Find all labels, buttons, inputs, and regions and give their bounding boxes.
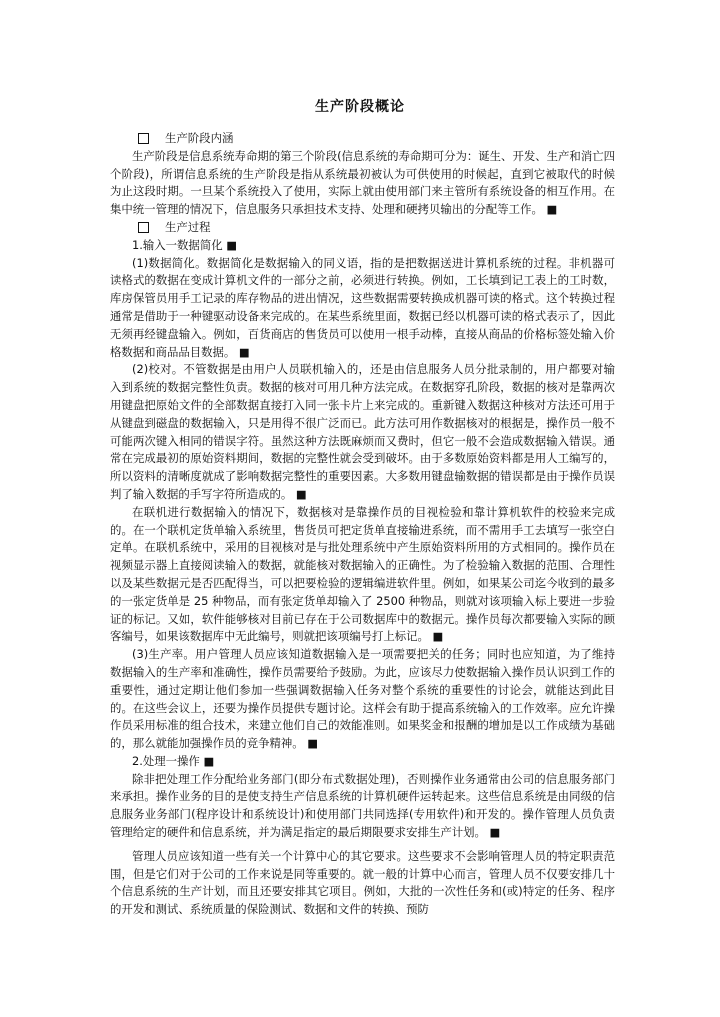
section-heading-1-text: 生产阶段内涵: [165, 131, 234, 145]
section-heading-2: [110, 219, 615, 237]
document-body: [110, 130, 615, 919]
paragraph-1: 生产阶段是信息系统寿命期的第三个阶段(信息系统的寿命期可分为：诞生、开发、生产和消亡四个阶段)，所谓信息系统的生产阶段是指从系统最初被认为可供使用的时候起，直到它被取代的时候为止这段时期。一旦某个系统投入了使用，实际上就由使用部门来主管所有系统设备的相互作用。在集中统一管理的情况下，信息服务只承担技术支持、处理和硬拷贝输出的分配等工作。 ■: [110, 148, 615, 217]
checkbox-square-icon: [138, 222, 149, 233]
paragraph-5: (3)生产率。用户管理人员应该知道数据输入是一项需要把关的任务；同时也应知道，为了维持数据输入的生产率和准确性，操作员需要给予鼓励。为此，应该尽力使数据输入操作员认识到工作的重要性，通过定期让他们参加一些强调数据输入任务对整个系统的重要性的讨论会，就能达到此目的。在这些会议上，还要为操作员提供专题讨论。这样会有助于提高系统输入的工作效率。应允许操作员采用标准的组合技术，来建立他们自己的效能准则。如果奖金和报酬的增加是以工作成绩为基础的，那么就能加强操作员的竞争精神。 ■: [110, 647, 615, 751]
paragraph-3: (2)校对。不管数据是由用户人员联机输入的，还是由信息服务人员分批录制的，用户都要对输入到系统的数据完整性负责。数据的核对可用几种方法完成。在数据穿孔阶段，数据的核对是靠两次用键盘把原始文件的全部数据直接打入同一张卡片上来完成的。重新键入数据这种核对方法还可用于从键盘到磁盘的数据输入，只是用得不很广泛而已。此方法可用作数据核对的根据是，操作员一般不可能两次键入相同的错误字符。虽然这种方法既麻烦而又费时，但它一般不会造成数据输入错误。通常在完成最初的原始资料期间，数据的完整性就会受到破坏。由于多数原始资料都是用人工编写的，所以资料的清晰度就成了影响数据完整性的重要因素。大多数用键盘输数据的错误都是由于操作员误判了输入数据的手写字符所造成的。 ■: [110, 362, 615, 501]
page-title: 生产阶段概论: [315, 99, 405, 115]
paragraph-7: 管理人员应该知道一些有关一个计算中心的其它要求。这些要求不会影响管理人员的特定职责范围，但是它们对于公司的工作来说是同等重要的。就一般的计算中心而言，管理人员不仅要安排几十个信息系统的生产计划，而且还要安排其它项目。例如，大批的一次性任务和(或)特定的任务、程序的开发和测试、系统质量的保险测试、数据和文件的转换、预防: [110, 848, 615, 917]
paragraph-2: (1)数据简化。数据简化是数据输入的同义语，指的是把数据送进计算机系统的过程。非机器可读格式的数据在变成计算机文件的一部分之前，必须进行转换。例如，工长填到记工表上的工时数，库房保管员用手工记录的库存物品的进出情况，这些数据需要转换成机器可读的格式。这个转换过程通常是借助于一种键驱动设备来完成的。在某些系统里面，数据已经以机器可读的格式表示了，因此无须再经键盘输入。例如，百货商店的售货员可以使用一根手动棒，直接从商品的价格标签处输入价格数据和商品品目数据。 ■: [110, 255, 615, 359]
section-heading-2-text: 生产过程: [165, 219, 211, 234]
checkbox-square-icon: [138, 133, 149, 144]
subheading-2: 2.处理一操作 ■: [132, 753, 215, 768]
paragraph-6: 除非把处理工作分配给业务部门(即分布式数据处理)，否则操作业务通常由公司的信息服务部门来承担。操作业务的目的是使支持生产信息系统的计算机硬件运转起来。这些信息系统是由同级的信息服务业务部门(程序设计和系统设计)和使用部门共同选择(专用软件)和开发的。操作管理人员负责管理给定的硬件和信息系统，并为满足指定的最后期限要求安排生产计划。 ■: [110, 771, 615, 840]
paragraph-4: 在联机进行数据输入的情况下，数据核对是靠操作员的目视检验和靠计算机软件的校验来完成的。在一个联机定货单输入系统里，售货员可把定货单直接输进系统，而不需用手工去填写一张空白定单。在联机系统中，采用的目视核对是与批处理系统中产生原始资料所用的方式相同的。操作员在视频显示器上直接阅读输入的数据，就能核对数据输入的正确性。为了检验输入数据的范围、合理性以及某些数据元是否匹配得当，可以把要检验的逻辑编进软件里。例如，如果某公司迄今收到的最多的一张定货单是 25 种物品，而有张定货单却输入了 2500 种物品，则就对该项输入标上要进一步验证的标记。又如，软件能够核对目前已存在于公司数据库中的数据元。操作员每次都要输入实际的顾客编号，如果该数据库中无此编号，则就把该项编号打上标记。 ■: [110, 504, 615, 644]
subheading-1: 1.输入一数据简化 ■: [132, 237, 237, 252]
section-heading-1: [110, 130, 615, 148]
